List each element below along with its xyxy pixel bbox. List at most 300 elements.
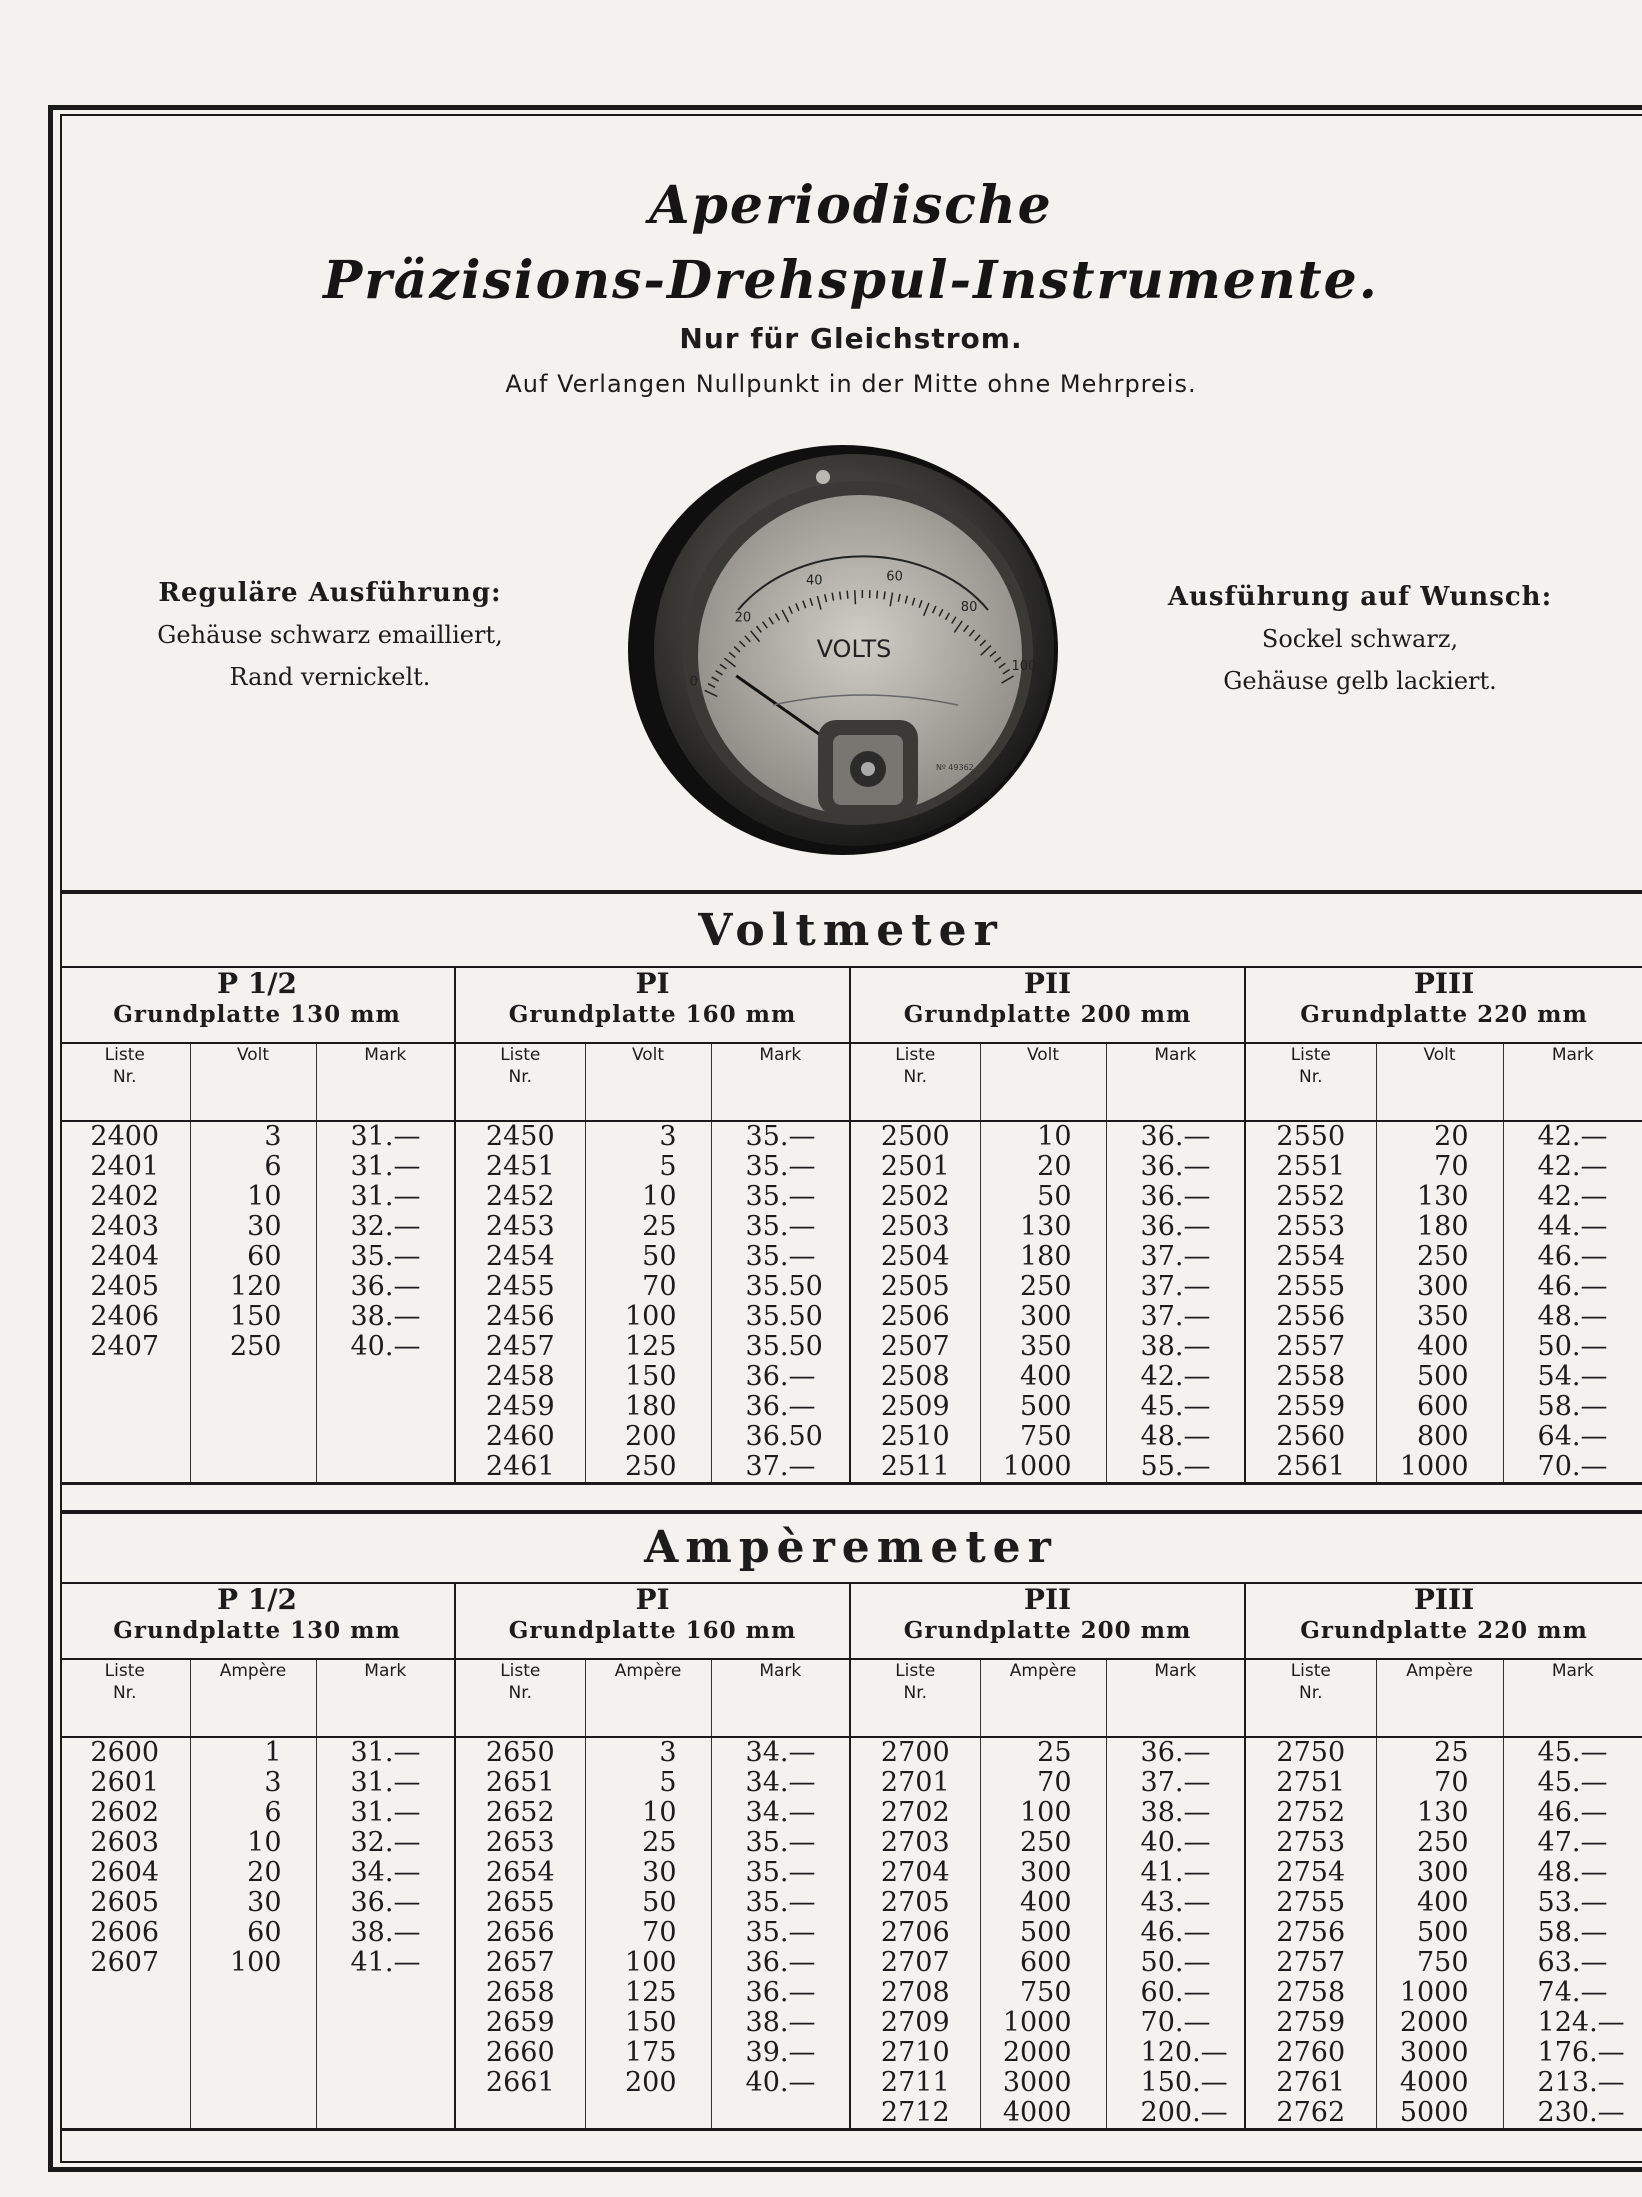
table-cell: 2651 — [485, 1767, 555, 1798]
nr-column — [1245, 1737, 1376, 2130]
mark-column — [1503, 1737, 1642, 2130]
table-cell: 1000 — [1002, 1451, 1072, 1482]
table-cell: 25 — [642, 1211, 677, 1242]
table-cell: 250 — [1416, 1827, 1469, 1858]
column-header: Liste Nr. — [1245, 1043, 1376, 1121]
table-cell: 2603 — [90, 1827, 160, 1858]
table-cell: 2601 — [90, 1767, 160, 1798]
table-cell: 2460 — [485, 1421, 555, 1452]
table-cell: 300 — [1019, 1301, 1072, 1332]
table-cell: 2503 — [880, 1211, 950, 1242]
voltmeter-photo — [618, 435, 1068, 865]
table-cell: 2402 — [90, 1181, 160, 1212]
table-cell: 2760 — [1276, 2037, 1346, 2068]
table-cell: 42.— — [1537, 1181, 1608, 1212]
table-cell: 35.— — [745, 1827, 816, 1858]
table-cell: 2707 — [880, 1947, 950, 1978]
table-cell: 2454 — [485, 1241, 555, 1272]
val-column — [1376, 1737, 1503, 2130]
dial-label: VOLTS — [816, 635, 892, 663]
group-header — [1245, 1583, 1642, 1659]
title-line-2: Präzisions-Drehspul-Instrumente. — [323, 250, 1379, 311]
table-cell: 70.— — [1140, 2007, 1211, 2038]
table-cell: 2554 — [1276, 1241, 1346, 1272]
table-cell: 44.— — [1537, 1211, 1608, 1242]
table-cell: 31.— — [350, 1151, 421, 1182]
table-cell: 4000 — [1002, 2097, 1072, 2128]
table-cell: 180 — [624, 1391, 677, 1422]
table-cell: 2557 — [1276, 1331, 1346, 1362]
table-cell: 70 — [642, 1917, 677, 1948]
table-cell: 36.50 — [745, 1421, 823, 1452]
table-cell: 37.— — [1140, 1241, 1211, 1272]
column-header: Liste Nr. — [455, 1659, 585, 1737]
table-cell: 36.— — [1140, 1737, 1211, 1768]
scale-label: 100 — [1011, 658, 1037, 674]
table-cell: 10 — [642, 1797, 677, 1828]
table-cell: 2759 — [1276, 2007, 1346, 2038]
table-cell: 2652 — [485, 1797, 555, 1828]
table-cell: 400 — [1019, 1361, 1072, 1392]
table-cell: 230.— — [1537, 2097, 1625, 2128]
table-cell: 10 — [642, 1181, 677, 1212]
table-cell: 2658 — [485, 1977, 555, 2008]
table-cell: 150 — [624, 2007, 677, 2038]
val-column — [585, 1737, 711, 2130]
table-cell: 70 — [1434, 1767, 1469, 1798]
column-header: Mark — [316, 1659, 455, 1737]
table-cell: 36.— — [1140, 1121, 1211, 1152]
table-cell: 130 — [1416, 1797, 1469, 1828]
column-header: Ampère — [190, 1659, 316, 1737]
table-cell: 35.— — [745, 1211, 816, 1242]
group-plate-size: Grundplatte 130 mm — [113, 1617, 401, 1644]
table-cell: 2401 — [90, 1151, 160, 1182]
table-cell: 500 — [1416, 1361, 1469, 1392]
table-cell: 35.50 — [745, 1301, 823, 1332]
table-cell: 1 — [264, 1737, 282, 1768]
table-cell: 74.— — [1537, 1977, 1608, 2008]
table-cell: 100 — [1019, 1797, 1072, 1828]
column-header: Mark — [1503, 1659, 1642, 1737]
table-cell: 2661 — [485, 2067, 555, 2098]
table-cell: 2754 — [1276, 1857, 1346, 1888]
scale-label: 60 — [886, 569, 903, 585]
table-cell: 6 — [264, 1797, 282, 1828]
table-cell: 2559 — [1276, 1391, 1346, 1422]
val-column — [190, 1121, 316, 1484]
group-plate-size: Grundplatte 200 mm — [903, 1617, 1192, 1644]
table-cell: 2657 — [485, 1947, 555, 1978]
table-cell: 30 — [247, 1211, 282, 1242]
table-cell: 45.— — [1537, 1767, 1608, 1798]
table-cell: 2653 — [485, 1827, 555, 1858]
table-cell: 1000 — [1002, 2007, 1072, 2038]
group-header — [1245, 967, 1642, 1043]
table-cell: 58.— — [1537, 1917, 1608, 1948]
table-cell: 2504 — [880, 1241, 950, 1272]
table-cell: 31.— — [350, 1797, 421, 1828]
table-cell: 2553 — [1276, 1211, 1346, 1242]
table-cell: 2000 — [1399, 2007, 1469, 2038]
nr-column — [1245, 1121, 1376, 1484]
table-cell: 3 — [659, 1121, 677, 1152]
table-cell: 1000 — [1399, 1977, 1469, 2008]
table-cell: 2505 — [880, 1271, 950, 1302]
table-cell: 58.— — [1537, 1391, 1608, 1422]
table-cell: 50 — [642, 1241, 677, 1272]
separator-line — [60, 890, 1642, 894]
table-cell: 180 — [1019, 1241, 1072, 1272]
scale-label: 40 — [805, 573, 823, 589]
table-cell: 34.— — [745, 1767, 816, 1798]
table-cell: 2700 — [880, 1737, 950, 1768]
table-cell: 2501 — [880, 1151, 950, 1182]
table-cell: 2500 — [880, 1121, 950, 1152]
optional-variant-line-2: Gehäuse gelb lackiert. — [1223, 667, 1497, 695]
table-cell: 250 — [1019, 1271, 1072, 1302]
table-cell: 2702 — [880, 1797, 950, 1828]
table-cell: 800 — [1416, 1421, 1469, 1452]
table-cell: 40.— — [1140, 1827, 1211, 1858]
table-cell: 38.— — [1140, 1797, 1211, 1828]
val-column — [980, 1121, 1106, 1484]
table-cell: 37.— — [745, 1451, 816, 1482]
table-cell: 70.— — [1537, 1451, 1608, 1482]
table-cell: 2552 — [1276, 1181, 1346, 1212]
table-cell: 2404 — [90, 1241, 160, 1272]
optional-variant — [1150, 576, 1570, 702]
column-header: Ampère — [980, 1659, 1106, 1737]
table-cell: 2511 — [880, 1451, 950, 1482]
table-cell: 38.— — [745, 2007, 816, 2038]
group-plate-size: Grundplatte 160 mm — [508, 1617, 797, 1644]
table-cell: 2704 — [880, 1857, 950, 1888]
table-cell: 34.— — [350, 1857, 421, 1888]
table-cell: 400 — [1019, 1887, 1072, 1918]
table-cell: 36.— — [1140, 1211, 1211, 1242]
table-cell: 100 — [624, 1301, 677, 1332]
table-cell: 32.— — [350, 1211, 421, 1242]
table-cell: 2000 — [1002, 2037, 1072, 2068]
table-cell: 2510 — [880, 1421, 950, 1452]
table-cell: 30 — [642, 1857, 677, 1888]
table-cell: 50 — [1037, 1181, 1072, 1212]
table-cell: 10 — [1037, 1121, 1072, 1152]
table-cell: 6 — [264, 1151, 282, 1182]
group-header — [850, 967, 1245, 1043]
column-header: Liste Nr. — [455, 1043, 585, 1121]
table-cell: 40.— — [745, 2067, 816, 2098]
column-header: Mark — [1503, 1043, 1642, 1121]
table-cell: 2406 — [90, 1301, 160, 1332]
table-cell: 2755 — [1276, 1887, 1346, 1918]
table-cell: 43.— — [1140, 1887, 1211, 1918]
column-header: Mark — [711, 1043, 850, 1121]
table-cell: 34.— — [745, 1737, 816, 1768]
table-cell: 50.— — [1140, 1947, 1211, 1978]
scale-tick — [840, 592, 841, 600]
table-cell: 20 — [247, 1857, 282, 1888]
subtitle: Nur für Gleichstrom. — [679, 322, 1023, 355]
scale-tick — [877, 591, 878, 599]
table-cell: 2450 — [485, 1121, 555, 1152]
column-header: Volt — [980, 1043, 1106, 1121]
table-cell: 250 — [1019, 1827, 1072, 1858]
table-cell: 36.— — [350, 1887, 421, 1918]
table-cell: 25 — [1037, 1737, 1072, 1768]
nr-column — [60, 1121, 190, 1484]
table-cell: 250 — [624, 1451, 677, 1482]
table-cell: 42.— — [1140, 1361, 1211, 1392]
table-cell: 2650 — [485, 1737, 555, 1768]
table-cell: 400 — [1416, 1887, 1469, 1918]
table-cell: 3 — [264, 1121, 282, 1152]
group-plate-size: Grundplatte 220 mm — [1300, 1617, 1588, 1644]
table-cell: 2502 — [880, 1181, 950, 1212]
table-cell: 300 — [1416, 1271, 1469, 1302]
optional-variant-line-1: Sockel schwarz, — [1261, 625, 1459, 653]
table-cell: 130 — [1019, 1211, 1072, 1242]
table-cell: 2705 — [880, 1887, 950, 1918]
table-cell: 39.— — [745, 2037, 816, 2068]
table-cell: 36.— — [745, 1391, 816, 1422]
table-cell: 35.— — [745, 1887, 816, 1918]
table-cell: 2560 — [1276, 1421, 1346, 1452]
table-cell: 10 — [247, 1181, 282, 1212]
table-cell: 2761 — [1276, 2067, 1346, 2098]
group-header — [850, 1583, 1245, 1659]
regular-variant-line-2: Rand vernickelt. — [229, 663, 431, 691]
table-cell: 2709 — [880, 2007, 950, 2038]
table-cell: 2756 — [1276, 1917, 1346, 1948]
mark-column — [1503, 1121, 1642, 1484]
table-cell: 38.— — [1140, 1331, 1211, 1362]
table-cell: 36.— — [745, 1977, 816, 2008]
column-header: Ampère — [585, 1659, 711, 1737]
table-cell: 350 — [1019, 1331, 1072, 1362]
table-cell: 300 — [1019, 1857, 1072, 1888]
column-header: Volt — [190, 1043, 316, 1121]
table-cell: 500 — [1019, 1917, 1072, 1948]
val-column — [585, 1121, 711, 1484]
table-cell: 3 — [659, 1737, 677, 1768]
table-cell: 100 — [229, 1947, 282, 1978]
table-cell: 2458 — [485, 1361, 555, 1392]
table-cell: 64.— — [1537, 1421, 1608, 1452]
table-cell: 37.— — [1140, 1271, 1211, 1302]
table-cell: 2456 — [485, 1301, 555, 1332]
group-plate-size: Grundplatte 160 mm — [508, 1001, 797, 1028]
table-cell: 2607 — [90, 1947, 160, 1978]
table-cell: 2605 — [90, 1887, 160, 1918]
table-cell: 35.— — [745, 1857, 816, 1888]
table-cell: 2400 — [90, 1121, 160, 1152]
table-cell: 60 — [247, 1917, 282, 1948]
table-cell: 200 — [624, 1421, 677, 1452]
val-column — [1376, 1121, 1503, 1484]
nr-column — [850, 1121, 980, 1484]
table-cell: 250 — [229, 1331, 282, 1362]
table-cell: 70 — [1434, 1151, 1469, 1182]
table-cell: 2659 — [485, 2007, 555, 2038]
table-cell: 2558 — [1276, 1361, 1346, 1392]
table-cell: 2701 — [880, 1767, 950, 1798]
scale-tick — [847, 591, 848, 599]
table-cell: 250 — [1416, 1241, 1469, 1272]
table-cell: 31.— — [350, 1737, 421, 1768]
group-name: PIII — [1413, 967, 1475, 1000]
table-cell: 32.— — [350, 1827, 421, 1858]
table-cell: 2561 — [1276, 1451, 1346, 1482]
column-header: Liste Nr. — [60, 1659, 190, 1737]
table-cell: 35.50 — [745, 1271, 823, 1302]
table-cell: 2750 — [1276, 1737, 1346, 1768]
table-cell: 2712 — [880, 2097, 950, 2128]
column-header: Liste Nr. — [1245, 1659, 1376, 1737]
table-cell: 2405 — [90, 1271, 160, 1302]
column-header: Mark — [711, 1659, 850, 1737]
table-cell: 2600 — [90, 1737, 160, 1768]
table-cell: 25 — [642, 1827, 677, 1858]
table-cell: 350 — [1416, 1301, 1469, 1332]
table-cell: 2508 — [880, 1361, 950, 1392]
table-cell: 3000 — [1002, 2067, 1072, 2098]
table-cell: 2550 — [1276, 1121, 1346, 1152]
group-name: PI — [635, 967, 670, 1000]
table-cell: 36.— — [745, 1361, 816, 1392]
table-cell: 2461 — [485, 1451, 555, 1482]
voltmeter-heading: Voltmeter — [698, 905, 1004, 956]
table-cell: 2654 — [485, 1857, 555, 1888]
table-cell: 31.— — [350, 1767, 421, 1798]
table-cell: 120 — [229, 1271, 282, 1302]
table-cell: 10 — [247, 1827, 282, 1858]
table-cell: 35.— — [350, 1241, 421, 1272]
table-cell: 2403 — [90, 1211, 160, 1242]
amperemeter-heading: Ampèremeter — [644, 1522, 1058, 1573]
column-header: Mark — [1106, 1043, 1245, 1121]
table-cell: 46.— — [1537, 1797, 1608, 1828]
mark-column — [316, 1737, 455, 2130]
table-cell: 750 — [1019, 1977, 1072, 2008]
nr-column — [455, 1737, 585, 2130]
group-header — [60, 1583, 455, 1659]
table-cell: 2753 — [1276, 1827, 1346, 1858]
table-cell: 213.— — [1537, 2067, 1625, 2098]
table-cell: 70 — [1037, 1767, 1072, 1798]
table-cell: 5 — [659, 1767, 677, 1798]
table-cell: 2660 — [485, 2037, 555, 2068]
title-line-1: Aperiodische — [649, 175, 1053, 236]
table-cell: 2507 — [880, 1331, 950, 1362]
table-cell: 50.— — [1537, 1331, 1608, 1362]
column-header: Liste Nr. — [60, 1043, 190, 1121]
table-cell: 2451 — [485, 1151, 555, 1182]
group-name: P 1/2 — [217, 1583, 298, 1616]
table-cell: 1000 — [1399, 1451, 1469, 1482]
group-plate-size: Grundplatte 130 mm — [113, 1001, 401, 1028]
table-cell: 400 — [1416, 1331, 1469, 1362]
table-cell: 3 — [264, 1767, 282, 1798]
table-cell: 38.— — [350, 1301, 421, 1332]
table-cell: 5000 — [1399, 2097, 1469, 2128]
table-cell: 47.— — [1537, 1827, 1608, 1858]
table-cell: 2711 — [880, 2067, 950, 2098]
table-cell: 300 — [1416, 1857, 1469, 1888]
column-header: Mark — [1106, 1659, 1245, 1737]
table-cell: 60 — [247, 1241, 282, 1272]
table-cell: 2757 — [1276, 1947, 1346, 1978]
table-cell: 180 — [1416, 1211, 1469, 1242]
table-cell: 45.— — [1140, 1391, 1211, 1422]
table-cell: 60.— — [1140, 1977, 1211, 2008]
table-cell: 150 — [229, 1301, 282, 1332]
scale-tick — [884, 591, 885, 599]
table-cell: 2556 — [1276, 1301, 1346, 1332]
mark-column — [1106, 1121, 1245, 1484]
table-cell: 120.— — [1140, 2037, 1228, 2068]
table-cell: 46.— — [1140, 1917, 1211, 1948]
mark-column — [316, 1121, 455, 1484]
table-cell: 200 — [624, 2067, 677, 2098]
table-cell: 600 — [1019, 1947, 1072, 1978]
table-cell: 36.— — [1140, 1151, 1211, 1182]
scale-label: 0 — [689, 674, 698, 690]
table-cell: 20 — [1434, 1121, 1469, 1152]
group-name: P 1/2 — [217, 967, 298, 1000]
table-cell: 36.— — [745, 1947, 816, 1978]
optional-variant-heading: Ausführung auf Wunsch: — [1167, 582, 1553, 612]
table-cell: 150 — [624, 1361, 677, 1392]
mark-column — [1106, 1737, 1245, 2130]
table-cell: 125 — [624, 1331, 677, 1362]
table-cell: 2606 — [90, 1917, 160, 1948]
table-cell: 30 — [247, 1887, 282, 1918]
table-cell: 2551 — [1276, 1151, 1346, 1182]
table-cell: 50 — [642, 1887, 677, 1918]
regular-variant-line-1: Gehäuse schwarz emailliert, — [157, 621, 503, 649]
table-cell: 36.— — [350, 1271, 421, 1302]
table-cell: 2602 — [90, 1797, 160, 1828]
table-cell: 37.— — [1140, 1301, 1211, 1332]
group-plate-size: Grundplatte 200 mm — [903, 1001, 1192, 1028]
table-cell: 4000 — [1399, 2067, 1469, 2098]
table-cell: 100 — [624, 1947, 677, 1978]
table-cell: 5 — [659, 1151, 677, 1182]
table-cell: 41.— — [350, 1947, 421, 1978]
nr-column — [850, 1737, 980, 2130]
group-header — [60, 967, 455, 1043]
table-cell: 46.— — [1537, 1241, 1608, 1272]
table-cell: 2762 — [1276, 2097, 1346, 2128]
table-cell: 34.— — [745, 1797, 816, 1828]
table-cell: 42.— — [1537, 1121, 1608, 1152]
column-header: Ampère — [1376, 1659, 1503, 1737]
table-cell: 35.— — [745, 1181, 816, 1212]
table-cell: 2708 — [880, 1977, 950, 2008]
table-cell: 200.— — [1140, 2097, 1228, 2128]
table-cell: 2457 — [485, 1331, 555, 1362]
table-cell: 38.— — [350, 1917, 421, 1948]
table-cell: 45.— — [1537, 1737, 1608, 1768]
table-cell: 2452 — [485, 1181, 555, 1212]
table-cell: 53.— — [1537, 1887, 1608, 1918]
table-cell: 2407 — [90, 1331, 160, 1362]
table-cell: 2604 — [90, 1857, 160, 1888]
table-cell: 2509 — [880, 1391, 950, 1422]
table-cell: 35.— — [745, 1241, 816, 1272]
